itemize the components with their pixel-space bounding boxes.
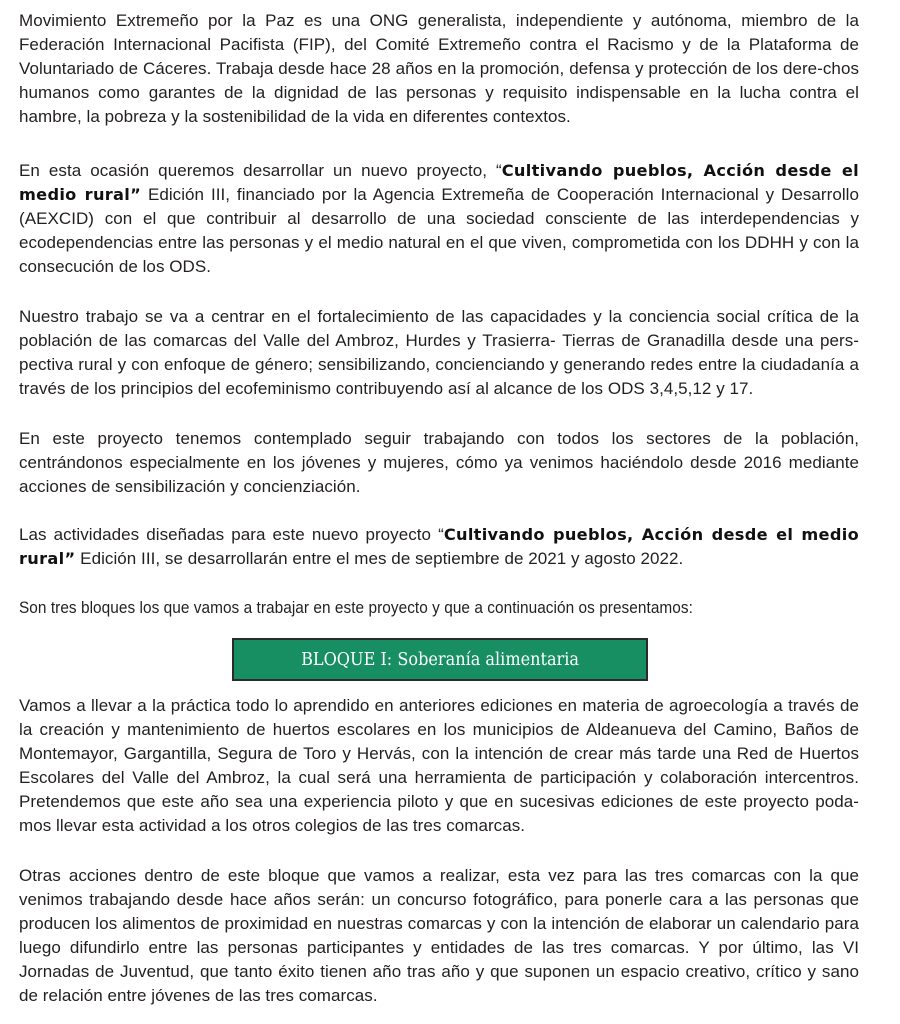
school-gardens-paragraph: Vamos a llevar a la práctica todo lo aprendido en anteriores ediciones en materia de agroecología a través de la creación y mantenimiento de huertos escolares en los municipios de Aldeanueva del Camino, Baños de Montemayor, Gargantilla, Segura de Toro y Hervás, con la intención de crear más tarde una Red de Huertos Escolares del Valle del Ambroz, la cual será una herramienta de participación y colaboración intercentros. Pretendemos que este año sea una experiencia piloto y que en sucesivas ediciones de este proyecto poda-mos llevar esta actividad a los otros colegios de las tres comarcas. — [19, 696, 859, 835]
section-heading-label: BLOQUE I: Soberanía alimentaria — [301, 649, 579, 670]
other-actions-paragraph: Otras acciones dentro de este bloque que vamos a realizar, esta vez para las tres comarcas con la que venimos trabajando desde hace años serán: un concurso fotográfico, para ponerle cara a las personas que producen los alimentos de proximidad en nuestras comarcas y con la intención de elaborar un calendario para luego difundirlo entre las personas participantes y entidades de las tres comarcas. Y por último, las VI Jornadas de Juventud, que tanto éxito tienen año tras año y que suponen un espacio creativo, crítico y sano de relación entre jóvenes de las tres comarcas. — [19, 866, 859, 1005]
sectors-paragraph: En este proyecto tenemos contemplado seguir trabajando con todos los sectores de la población, centrándonos especialmente en los jóvenes y mujeres, cómo ya venimos haciéndolo desde 2016 mediante acciones de sensibilización y concienziación. — [19, 429, 859, 496]
activities-title-bold: Cultivando pueblos, Acción desde el medio rural” — [19, 525, 859, 568]
project-paragraph — [19, 159, 859, 279]
activities-text-before: Las actividades diseñadas para este nuevo proyecto “ — [19, 525, 444, 544]
activities-text-after: Edición III, se desarrollarán entre el mes de septiembre de 2021 y agosto 2022. — [75, 549, 684, 568]
section-heading-bloque-1 — [232, 638, 648, 681]
project-text-after: Edición III, financiado por la Agencia Extremeña de Cooperación Internacional y Desarrollo (AEXCID) con el que contribuir al desarrollo de una sociedad consciente de las interdependencias y ecodependencias entre las personas y el medio natural en el que viven, comprometida con los DDHH y con la consecución de los ODS. — [19, 185, 859, 276]
project-text-before: En esta ocasión queremos desarrollar un nuevo proyecto, “ — [19, 161, 502, 180]
work-focus-paragraph: Nuestro trabajo se va a centrar en el fortalecimiento de las capacidades y la conciencia social crítica de la población de las comarcas del Valle del Ambroz, Hurdes y Trasierra- Tierras de Granadilla desde una pers-pectiva rural y con enfoque de género; sensibilizando, concienciando y generando redes entre la ciudadanía a través de los principios del ecofeminismo contribuyendo así al alcance de los ODS 3,4,5,12 y 17. — [19, 307, 859, 398]
activities-dates-paragraph — [19, 523, 859, 571]
blocks-intro-paragraph: Son tres bloques los que vamos a trabajar en este proyecto y que a continuación os presentamos: — [19, 598, 693, 617]
project-title-bold: Cultivando pueblos, Acción desde el medio rural” — [19, 161, 859, 204]
intro-paragraph: Movimiento Extremeño por la Paz es una ONG generalista, independiente y autónoma, miembro de la Federación Internacional Pacifista (FIP), del Comité Extremeño contra el Racismo y de la Plataforma de Voluntariado de Cáceres. Trabaja desde hace 28 años en la promoción, defensa y protección de los dere-chos humanos como garantes de la dignidad de las personas y requisito indispensable en la lucha contra el hambre, la pobreza y la sostenibilidad de la vida en diferentes contextos. — [19, 11, 859, 126]
